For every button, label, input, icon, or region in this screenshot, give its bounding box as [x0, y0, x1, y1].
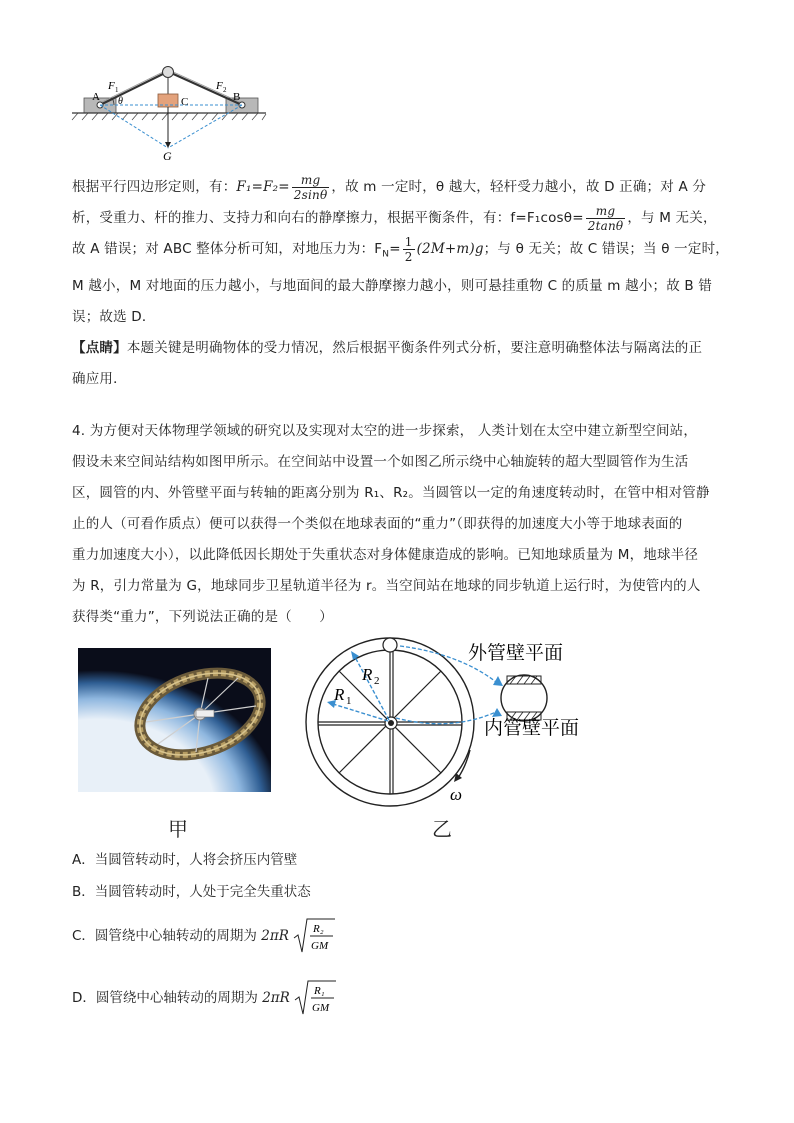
option-d[interactable]: D．圆管绕中心轴转动的周期为 2πR R₁ GM — [72, 978, 336, 1018]
solution-line-2: 析，受重力、杆的推力、支持力和向右的静摩擦力，根据平衡条件，有：f=F₁cosθ= $\frac{mg}{2\tan\theta}$ ，与 M 无关， — [72, 203, 717, 233]
label-inner-wall: 内管壁平面 — [484, 717, 580, 739]
person-mark — [383, 638, 397, 652]
tube-cross-section — [501, 675, 547, 721]
force-diagram — [70, 60, 270, 170]
svg-text:R₂: R₂ — [313, 923, 324, 935]
caption-yi: 乙 — [432, 817, 452, 841]
label-omega: ω — [450, 785, 463, 804]
solution-line-5: 误；故选 D． — [72, 308, 156, 325]
svg-text:GM: GM — [311, 940, 329, 952]
question-line-3: 区，圆管的内、外管壁平面与转轴的距离分别为 R₁、R₂。当圆管以一定的角速度转动时，在管中相对管静 — [72, 485, 710, 501]
question-4 — [72, 416, 722, 633]
label-a: A — [92, 91, 100, 103]
sqrt-symbol-d — [294, 978, 336, 1018]
question-line-5: 重力加速度大小），以此降低因长期处于失重状态对身体健康造成的影响。已知地球质量为 M，地球半径 — [72, 547, 699, 563]
svg-text:R₁: R₁ — [314, 985, 325, 997]
label-f2: F — [216, 80, 223, 92]
label-f1: F — [108, 80, 115, 92]
sqrt-symbol-c — [293, 916, 335, 956]
question-line-1: 4. 为方便对天体物理学领域的研究以及实现对太空的进一步探索， 人类计划在太空中建立新型空间站， — [72, 423, 698, 439]
top-joint — [163, 67, 174, 78]
question-line-6: 为 R，引力常量为 G，地球同步卫星轨道半径为 r。当空间站在地球的同步轨道上运行时，为使管内的人 — [72, 578, 701, 594]
option-c[interactable]: C．圆管绕中心轴转动的周期为 2πR R₂ GM — [72, 916, 335, 956]
question-line-2: 假设未来空间站结构如图甲所示。在空间站中设置一个如图乙所示绕中心轴旋转的超大型圆管作为生活 — [72, 454, 689, 470]
parallelogram-dashed — [100, 105, 242, 148]
option-b[interactable]: B．当圆管转动时，人处于完全失重状态 — [72, 884, 311, 900]
solution-text — [72, 172, 729, 395]
earth-background — [78, 648, 271, 792]
solution-line-3: 故 A 错误；对 ABC 整体分析可知，对地压力为：$F_N=$ $\frac{1}{2}$ (2M+m)g；与 θ 无关；故 C 错误；当 θ 一定时， — [72, 234, 729, 264]
option-a[interactable]: A．当圆管转动时，人将会挤压内管壁 — [72, 852, 298, 868]
question-line-7: 获得类“重力”，下列说法正确的是（ ） — [72, 609, 333, 625]
svg-text:GM: GM — [312, 1002, 330, 1014]
label-g: G — [163, 149, 172, 163]
label-theta: θ — [118, 96, 123, 107]
solution-line-4: M 越小，M 对地面的压力越小，与地面间的最大静摩擦力越小，则可悬挂重物 C 的质量 m 越小；故 B 错 — [72, 277, 713, 294]
caption-jia: 甲 — [168, 817, 188, 841]
comment-line-2: 确应用． — [72, 370, 127, 387]
label-r1: R — [334, 685, 345, 704]
label-outer-wall: 外管壁平面 — [468, 642, 564, 664]
svg-text:1: 1 — [115, 86, 119, 94]
solution-line-1: 根据平行四边形定则，有：F₁=F₂= $\frac{mg}{2\sin\theta}$ ，故 m 一定时，θ 越大，轻杆受力越小，故 D 正确；对 A 分 — [72, 172, 707, 202]
label-b: B — [233, 91, 241, 103]
ground-hatch — [72, 113, 266, 120]
question-line-4: 止的人（可看作质点）便可以获得一个类似在地球表面的“重力”（即获得的加速度大小等于地球表面的 — [72, 516, 683, 532]
comment-line-1: 【点睛】本题关键是明确物体的受力情况，然后根据平衡条件列式分析，要注意明确整体法与隔离法的正 — [72, 339, 703, 356]
rod-right — [169, 72, 242, 105]
space-station-photo — [78, 648, 271, 792]
svg-text:2: 2 — [223, 86, 227, 94]
label-r2: R — [362, 665, 373, 684]
svg-text:1: 1 — [346, 695, 352, 707]
comment-tag: 【点睛】 — [72, 339, 127, 356]
rotating-tube-diagram — [300, 632, 600, 812]
label-c: C — [181, 96, 189, 108]
svg-text:2: 2 — [374, 675, 380, 687]
